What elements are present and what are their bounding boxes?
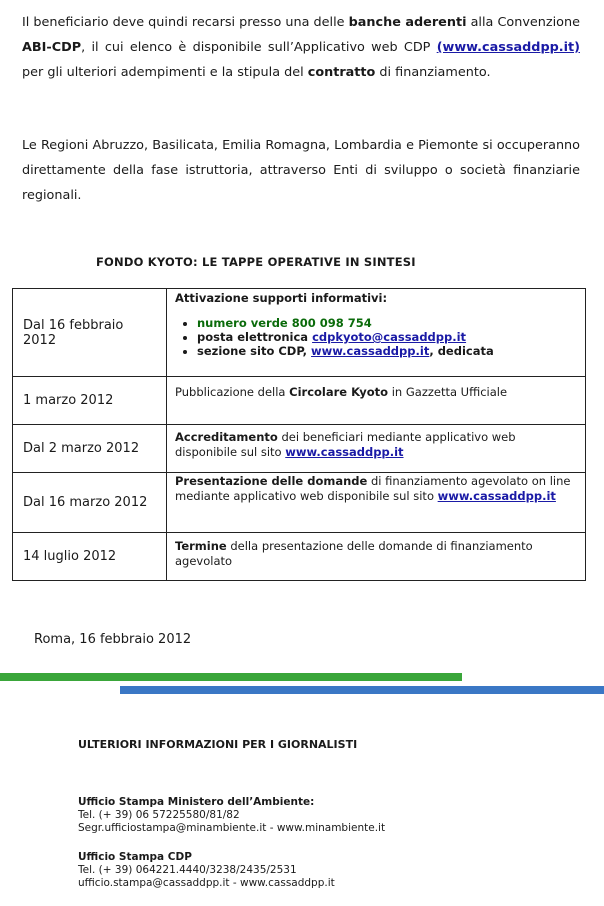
email-link[interactable]: cdpkyoto@cassaddpp.it [312, 330, 467, 344]
table-row [13, 533, 586, 581]
bold-text: Presentazione delle domande [175, 474, 368, 488]
contact-phone: Tel. (+ 39) 064221.4440/3238/2435/2531 [78, 864, 297, 876]
contact-phone: Tel. (+ 39) 06 57225580/81/82 [78, 809, 240, 821]
cassaddpp-link[interactable]: (www.cassaddpp.it) [436, 40, 580, 55]
blue-divider [120, 686, 604, 694]
text: della presentazione delle domande di finanziamento agevolato [175, 539, 533, 568]
phone-number: numero verde 800 098 754 [197, 316, 372, 330]
bold-text: Circolare Kyoto [289, 385, 389, 399]
row-date: 1 marzo 2012 [13, 377, 167, 425]
green-divider [0, 673, 462, 681]
text: per gli ulteriori adempimenti e la stipula del [22, 65, 308, 80]
place-date: Roma, 16 febbraio 2012 [34, 632, 192, 647]
contact-email: ufficio.stampa@cassaddpp.it - www.cassaddpp.it [78, 877, 335, 889]
text: posta elettronica [197, 330, 313, 344]
row-description [167, 377, 586, 425]
table-row [13, 289, 586, 377]
table-row [13, 425, 586, 473]
press-title: ULTERIORI INFORMAZIONI PER I GIORNALISTI [78, 738, 358, 751]
text: dei beneficiari mediante applicativo web disponibile sul sito [175, 430, 516, 459]
text: sezione sito CDP, [197, 344, 312, 358]
info-list [175, 316, 577, 358]
row-description [167, 425, 586, 473]
text: Il beneficiario deve quindi recarsi presso una delle [22, 15, 349, 30]
table-row [13, 377, 586, 425]
text: in Gazzetta Ufficiale [388, 385, 508, 399]
intro-paragraph-2: Le Regioni Abruzzo, Basilicata, Emilia Romagna, Lombardia e Piemonte si occuperanno direttamente della fase istruttoria, attraverso Enti di sviluppo o società finanziarie regionali. [22, 138, 580, 203]
row-description [167, 533, 586, 581]
row-date: Dal 16 marzo 2012 [13, 473, 167, 533]
row-description [167, 289, 586, 377]
text: alla Convenzione [466, 15, 580, 30]
bold-text: Termine [175, 539, 227, 553]
press-contact-cdp [78, 851, 335, 890]
text: Pubblicazione della [175, 385, 290, 399]
list-item [197, 330, 577, 344]
bold-text: contratto [307, 65, 376, 80]
press-contact-ministero [78, 796, 385, 835]
contact-name: Ufficio Stampa Ministero dell’Ambiente: [78, 796, 315, 808]
row-description [167, 473, 586, 533]
contact-email: Segr.ufficiostampa@minambiente.it - www.minambiente.it [78, 822, 386, 834]
bold-text: ABI-CDP [22, 40, 82, 55]
text: , dedicata [429, 344, 494, 358]
row-date: 14 luglio 2012 [13, 533, 167, 581]
list-item [197, 316, 577, 330]
contact-name: Ufficio Stampa CDP [78, 851, 192, 863]
bold-text: banche aderenti [348, 15, 467, 30]
table-row [13, 473, 586, 533]
row-date: Dal 16 febbraio 2012 [13, 289, 167, 377]
text: di finanziamento. [375, 65, 491, 80]
website-link[interactable]: www.cassaddpp.it [437, 489, 556, 503]
row-head: Attivazione supporti informativi: [175, 291, 388, 305]
website-link[interactable]: www.cassaddpp.it [285, 445, 404, 459]
row-date: Dal 2 marzo 2012 [13, 425, 167, 473]
section-title: FONDO KYOTO: LE TAPPE OPERATIVE IN SINTESI [96, 255, 416, 269]
text: , il cui elenco è disponibile sull’Applicativo web CDP [81, 40, 437, 55]
timeline-table [12, 288, 586, 581]
bold-text: Accreditamento [175, 430, 278, 444]
list-item [197, 344, 577, 358]
website-link[interactable]: www.cassaddpp.it [311, 344, 430, 358]
text: di finanziamento agevolato on line mediante applicativo web disponibile sul sito [175, 474, 571, 503]
intro-paragraph-1 [22, 10, 580, 85]
